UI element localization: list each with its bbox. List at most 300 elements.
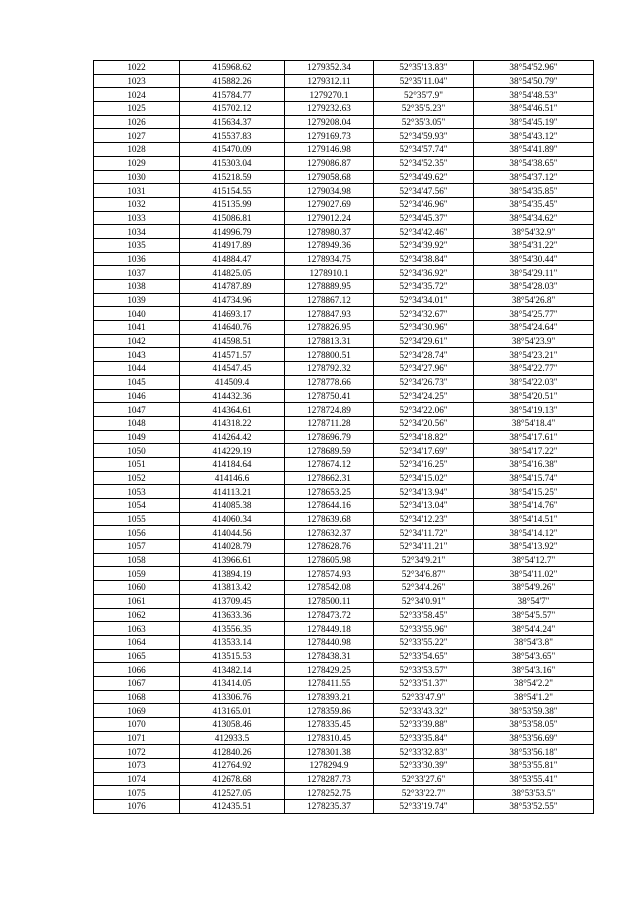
y-coordinate-cell: 1278792.32 xyxy=(285,362,374,376)
table-row xyxy=(94,731,594,745)
y-coordinate-cell: 1278473.72 xyxy=(285,608,374,622)
y-coordinate-cell: 1278393.21 xyxy=(285,690,374,704)
latitude-cell: 52°34'13.94" xyxy=(374,485,474,499)
point-number-cell: 1035 xyxy=(94,238,180,252)
latitude-cell: 52°34'30.96" xyxy=(374,321,474,335)
table-row xyxy=(94,772,594,786)
y-coordinate-cell: 1278310.45 xyxy=(285,731,374,745)
x-coordinate-cell: 414146.6 xyxy=(180,471,285,485)
y-coordinate-cell: 1279169.73 xyxy=(285,129,374,143)
longitude-cell: 38°54'15.74" xyxy=(474,471,594,485)
latitude-cell: 52°34'22.06" xyxy=(374,403,474,417)
table-row xyxy=(94,252,594,266)
point-number-cell: 1031 xyxy=(94,184,180,198)
x-coordinate-cell: 413058.46 xyxy=(180,718,285,732)
longitude-cell: 38°54'25.77" xyxy=(474,307,594,321)
longitude-cell: 38°53'53.5" xyxy=(474,786,594,800)
point-number-cell: 1047 xyxy=(94,403,180,417)
table-row xyxy=(94,649,594,663)
point-number-cell: 1056 xyxy=(94,526,180,540)
y-coordinate-cell: 1278632.37 xyxy=(285,526,374,540)
x-coordinate-cell: 414229.19 xyxy=(180,444,285,458)
x-coordinate-cell: 413709.45 xyxy=(180,594,285,608)
y-coordinate-cell: 1278301.38 xyxy=(285,745,374,759)
longitude-cell: 38°54'4.24" xyxy=(474,622,594,636)
latitude-cell: 52°33'39.88" xyxy=(374,718,474,732)
longitude-cell: 38°54'32.9" xyxy=(474,225,594,239)
y-coordinate-cell: 1278294.9 xyxy=(285,759,374,773)
x-coordinate-cell: 412933.5 xyxy=(180,731,285,745)
table-row xyxy=(94,321,594,335)
latitude-cell: 52°34'15.02" xyxy=(374,471,474,485)
x-coordinate-cell: 415634.37 xyxy=(180,115,285,129)
latitude-cell: 52°34'45.37" xyxy=(374,211,474,225)
latitude-cell: 52°34'32.67" xyxy=(374,307,474,321)
latitude-cell: 52°33'32.83" xyxy=(374,745,474,759)
latitude-cell: 52°34'34.01" xyxy=(374,293,474,307)
latitude-cell: 52°34'57.74" xyxy=(374,143,474,157)
longitude-cell: 38°54'38.65" xyxy=(474,156,594,170)
longitude-cell: 38°54'34.62" xyxy=(474,211,594,225)
y-coordinate-cell: 1278335.45 xyxy=(285,718,374,732)
longitude-cell: 38°53'55.81" xyxy=(474,759,594,773)
y-coordinate-cell: 1278359.86 xyxy=(285,704,374,718)
table-row xyxy=(94,403,594,417)
x-coordinate-cell: 414884.47 xyxy=(180,252,285,266)
coordinates-table xyxy=(93,60,594,814)
latitude-cell: 52°33'51.37" xyxy=(374,676,474,690)
longitude-cell: 38°54'14.12" xyxy=(474,526,594,540)
table-row xyxy=(94,499,594,513)
longitude-cell: 38°54'48.53" xyxy=(474,88,594,102)
table-row xyxy=(94,663,594,677)
table-row xyxy=(94,156,594,170)
x-coordinate-cell: 414787.89 xyxy=(180,280,285,294)
point-number-cell: 1022 xyxy=(94,61,180,75)
longitude-cell: 38°54'14.51" xyxy=(474,512,594,526)
longitude-cell: 38°54'41.89" xyxy=(474,143,594,157)
y-coordinate-cell: 1278500.11 xyxy=(285,594,374,608)
table-row xyxy=(94,690,594,704)
latitude-cell: 52°34'24.25" xyxy=(374,389,474,403)
latitude-cell: 52°34'38.84" xyxy=(374,252,474,266)
latitude-cell: 52°34'49.62" xyxy=(374,170,474,184)
point-number-cell: 1052 xyxy=(94,471,180,485)
x-coordinate-cell: 413306.76 xyxy=(180,690,285,704)
y-coordinate-cell: 1279270.1 xyxy=(285,88,374,102)
y-coordinate-cell: 1279208.04 xyxy=(285,115,374,129)
y-coordinate-cell: 1279034.98 xyxy=(285,184,374,198)
table-row xyxy=(94,540,594,554)
latitude-cell: 52°33'30.39" xyxy=(374,759,474,773)
table-row xyxy=(94,170,594,184)
y-coordinate-cell: 1278429.25 xyxy=(285,663,374,677)
x-coordinate-cell: 415882.26 xyxy=(180,74,285,88)
x-coordinate-cell: 413165.01 xyxy=(180,704,285,718)
point-number-cell: 1072 xyxy=(94,745,180,759)
table-row xyxy=(94,745,594,759)
point-number-cell: 1048 xyxy=(94,416,180,430)
table-row xyxy=(94,430,594,444)
point-number-cell: 1042 xyxy=(94,334,180,348)
longitude-cell: 38°54'46.51" xyxy=(474,102,594,116)
x-coordinate-cell: 415470.09 xyxy=(180,143,285,157)
longitude-cell: 38°54'26.8" xyxy=(474,293,594,307)
table-row xyxy=(94,280,594,294)
latitude-cell: 52°34'6.87" xyxy=(374,567,474,581)
y-coordinate-cell: 1278724.89 xyxy=(285,403,374,417)
latitude-cell: 52°34'20.56" xyxy=(374,416,474,430)
longitude-cell: 38°54'17.61" xyxy=(474,430,594,444)
point-number-cell: 1040 xyxy=(94,307,180,321)
y-coordinate-cell: 1278440.98 xyxy=(285,635,374,649)
longitude-cell: 38°54'35.45" xyxy=(474,197,594,211)
longitude-cell: 38°54'22.77" xyxy=(474,362,594,376)
latitude-cell: 52°34'46.96" xyxy=(374,197,474,211)
latitude-cell: 52°34'16.25" xyxy=(374,457,474,471)
latitude-cell: 52°34'47.56" xyxy=(374,184,474,198)
longitude-cell: 38°54'24.64" xyxy=(474,321,594,335)
longitude-cell: 38°54'1.2" xyxy=(474,690,594,704)
longitude-cell: 38°54'15.25" xyxy=(474,485,594,499)
latitude-cell: 52°35'11.04" xyxy=(374,74,474,88)
latitude-cell: 52°33'35.84" xyxy=(374,731,474,745)
y-coordinate-cell: 1278889.95 xyxy=(285,280,374,294)
y-coordinate-cell: 1278287.73 xyxy=(285,772,374,786)
x-coordinate-cell: 414571.57 xyxy=(180,348,285,362)
y-coordinate-cell: 1278674.12 xyxy=(285,457,374,471)
table-row xyxy=(94,512,594,526)
longitude-cell: 38°54'3.8" xyxy=(474,635,594,649)
x-coordinate-cell: 414640.76 xyxy=(180,321,285,335)
y-coordinate-cell: 1278778.66 xyxy=(285,375,374,389)
table-row xyxy=(94,444,594,458)
y-coordinate-cell: 1278644.16 xyxy=(285,499,374,513)
longitude-cell: 38°54'45.19" xyxy=(474,115,594,129)
point-number-cell: 1043 xyxy=(94,348,180,362)
longitude-cell: 38°54'35.85" xyxy=(474,184,594,198)
point-number-cell: 1034 xyxy=(94,225,180,239)
y-coordinate-cell: 1278411.55 xyxy=(285,676,374,690)
x-coordinate-cell: 415968.62 xyxy=(180,61,285,75)
point-number-cell: 1067 xyxy=(94,676,180,690)
y-coordinate-cell: 1278449.18 xyxy=(285,622,374,636)
longitude-cell: 38°54'28.03" xyxy=(474,280,594,294)
table-row xyxy=(94,759,594,773)
y-coordinate-cell: 1279232.63 xyxy=(285,102,374,116)
longitude-cell: 38°54'7" xyxy=(474,594,594,608)
latitude-cell: 52°34'29.61" xyxy=(374,334,474,348)
x-coordinate-cell: 412764.92 xyxy=(180,759,285,773)
point-number-cell: 1037 xyxy=(94,266,180,280)
point-number-cell: 1069 xyxy=(94,704,180,718)
table-row xyxy=(94,184,594,198)
longitude-cell: 38°53'58.05" xyxy=(474,718,594,732)
x-coordinate-cell: 414509.4 xyxy=(180,375,285,389)
longitude-cell: 38°54'16.38" xyxy=(474,457,594,471)
point-number-cell: 1030 xyxy=(94,170,180,184)
longitude-cell: 38°53'52.55" xyxy=(474,800,594,814)
latitude-cell: 52°33'55.96" xyxy=(374,622,474,636)
y-coordinate-cell: 1278949.36 xyxy=(285,238,374,252)
table-row xyxy=(94,197,594,211)
point-number-cell: 1060 xyxy=(94,581,180,595)
point-number-cell: 1073 xyxy=(94,759,180,773)
table-row xyxy=(94,293,594,307)
longitude-cell: 38°54'3.65" xyxy=(474,649,594,663)
longitude-cell: 38°54'23.9" xyxy=(474,334,594,348)
table-row xyxy=(94,238,594,252)
point-number-cell: 1058 xyxy=(94,553,180,567)
table-row xyxy=(94,704,594,718)
x-coordinate-cell: 414318.22 xyxy=(180,416,285,430)
point-number-cell: 1049 xyxy=(94,430,180,444)
latitude-cell: 52°34'17.69" xyxy=(374,444,474,458)
x-coordinate-cell: 412435.51 xyxy=(180,800,285,814)
x-coordinate-cell: 414044.56 xyxy=(180,526,285,540)
x-coordinate-cell: 415702.12 xyxy=(180,102,285,116)
table-row xyxy=(94,457,594,471)
x-coordinate-cell: 414693.17 xyxy=(180,307,285,321)
x-coordinate-cell: 413533.14 xyxy=(180,635,285,649)
point-number-cell: 1068 xyxy=(94,690,180,704)
point-number-cell: 1044 xyxy=(94,362,180,376)
table-row xyxy=(94,526,594,540)
y-coordinate-cell: 1278438.31 xyxy=(285,649,374,663)
x-coordinate-cell: 413633.36 xyxy=(180,608,285,622)
x-coordinate-cell: 414917.89 xyxy=(180,238,285,252)
latitude-cell: 52°35'13.83" xyxy=(374,61,474,75)
table-row xyxy=(94,88,594,102)
table-row xyxy=(94,61,594,75)
x-coordinate-cell: 414113.21 xyxy=(180,485,285,499)
y-coordinate-cell: 1279027.69 xyxy=(285,197,374,211)
y-coordinate-cell: 1278847.93 xyxy=(285,307,374,321)
longitude-cell: 38°53'56.18" xyxy=(474,745,594,759)
y-coordinate-cell: 1278867.12 xyxy=(285,293,374,307)
table-row xyxy=(94,307,594,321)
table-row xyxy=(94,485,594,499)
longitude-cell: 38°54'19.13" xyxy=(474,403,594,417)
point-number-cell: 1063 xyxy=(94,622,180,636)
point-number-cell: 1057 xyxy=(94,540,180,554)
latitude-cell: 52°34'35.72" xyxy=(374,280,474,294)
table-row xyxy=(94,786,594,800)
table-row xyxy=(94,348,594,362)
point-number-cell: 1033 xyxy=(94,211,180,225)
latitude-cell: 52°34'36.92" xyxy=(374,266,474,280)
y-coordinate-cell: 1279312.11 xyxy=(285,74,374,88)
y-coordinate-cell: 1278235.37 xyxy=(285,800,374,814)
x-coordinate-cell: 413414.05 xyxy=(180,676,285,690)
y-coordinate-cell: 1278662.31 xyxy=(285,471,374,485)
y-coordinate-cell: 1278910.1 xyxy=(285,266,374,280)
latitude-cell: 52°34'11.72" xyxy=(374,526,474,540)
table-row xyxy=(94,553,594,567)
x-coordinate-cell: 415218.59 xyxy=(180,170,285,184)
point-number-cell: 1029 xyxy=(94,156,180,170)
x-coordinate-cell: 415303.04 xyxy=(180,156,285,170)
latitude-cell: 52°33'54.65" xyxy=(374,649,474,663)
latitude-cell: 52°33'58.45" xyxy=(374,608,474,622)
y-coordinate-cell: 1278934.75 xyxy=(285,252,374,266)
point-number-cell: 1054 xyxy=(94,499,180,513)
table-row xyxy=(94,102,594,116)
latitude-cell: 52°34'11.21" xyxy=(374,540,474,554)
x-coordinate-cell: 414734.96 xyxy=(180,293,285,307)
table-row xyxy=(94,143,594,157)
point-number-cell: 1039 xyxy=(94,293,180,307)
point-number-cell: 1064 xyxy=(94,635,180,649)
point-number-cell: 1036 xyxy=(94,252,180,266)
point-number-cell: 1025 xyxy=(94,102,180,116)
latitude-cell: 52°34'13.04" xyxy=(374,499,474,513)
point-number-cell: 1027 xyxy=(94,129,180,143)
y-coordinate-cell: 1278813.31 xyxy=(285,334,374,348)
point-number-cell: 1059 xyxy=(94,567,180,581)
point-number-cell: 1061 xyxy=(94,594,180,608)
y-coordinate-cell: 1278628.76 xyxy=(285,540,374,554)
x-coordinate-cell: 414364.61 xyxy=(180,403,285,417)
x-coordinate-cell: 414432.36 xyxy=(180,389,285,403)
x-coordinate-cell: 414028.79 xyxy=(180,540,285,554)
latitude-cell: 52°33'55.22" xyxy=(374,635,474,649)
latitude-cell: 52°34'9.21" xyxy=(374,553,474,567)
y-coordinate-cell: 1278605.98 xyxy=(285,553,374,567)
table-row xyxy=(94,416,594,430)
latitude-cell: 52°35'3.05" xyxy=(374,115,474,129)
longitude-cell: 38°54'12.7" xyxy=(474,553,594,567)
point-number-cell: 1041 xyxy=(94,321,180,335)
point-number-cell: 1074 xyxy=(94,772,180,786)
longitude-cell: 38°54'30.44" xyxy=(474,252,594,266)
longitude-cell: 38°54'20.51" xyxy=(474,389,594,403)
latitude-cell: 52°34'4.26" xyxy=(374,581,474,595)
table-row xyxy=(94,225,594,239)
point-number-cell: 1032 xyxy=(94,197,180,211)
y-coordinate-cell: 1278689.59 xyxy=(285,444,374,458)
y-coordinate-cell: 1278696.79 xyxy=(285,430,374,444)
latitude-cell: 52°35'7.9" xyxy=(374,88,474,102)
latitude-cell: 52°33'22.7" xyxy=(374,786,474,800)
longitude-cell: 38°54'5.57" xyxy=(474,608,594,622)
table-row xyxy=(94,581,594,595)
table-row xyxy=(94,718,594,732)
table-row xyxy=(94,334,594,348)
latitude-cell: 52°33'19.74" xyxy=(374,800,474,814)
longitude-cell: 38°54'9.26" xyxy=(474,581,594,595)
point-number-cell: 1076 xyxy=(94,800,180,814)
longitude-cell: 38°54'18.4" xyxy=(474,416,594,430)
point-number-cell: 1026 xyxy=(94,115,180,129)
x-coordinate-cell: 413813.42 xyxy=(180,581,285,595)
x-coordinate-cell: 412840.26 xyxy=(180,745,285,759)
y-coordinate-cell: 1278542.08 xyxy=(285,581,374,595)
latitude-cell: 52°33'27.6" xyxy=(374,772,474,786)
x-coordinate-cell: 415135.99 xyxy=(180,197,285,211)
longitude-cell: 38°54'52.96" xyxy=(474,61,594,75)
latitude-cell: 52°34'27.96" xyxy=(374,362,474,376)
point-number-cell: 1045 xyxy=(94,375,180,389)
table-row xyxy=(94,211,594,225)
table-row xyxy=(94,676,594,690)
longitude-cell: 38°54'17.22" xyxy=(474,444,594,458)
table-row xyxy=(94,375,594,389)
point-number-cell: 1070 xyxy=(94,718,180,732)
latitude-cell: 52°34'18.82" xyxy=(374,430,474,444)
point-number-cell: 1065 xyxy=(94,649,180,663)
x-coordinate-cell: 412678.68 xyxy=(180,772,285,786)
y-coordinate-cell: 1278574.93 xyxy=(285,567,374,581)
longitude-cell: 38°54'29.11" xyxy=(474,266,594,280)
longitude-cell: 38°54'43.12" xyxy=(474,129,594,143)
y-coordinate-cell: 1279146.98 xyxy=(285,143,374,157)
point-number-cell: 1024 xyxy=(94,88,180,102)
point-number-cell: 1023 xyxy=(94,74,180,88)
x-coordinate-cell: 413515.53 xyxy=(180,649,285,663)
table-row xyxy=(94,635,594,649)
latitude-cell: 52°34'59.93" xyxy=(374,129,474,143)
longitude-cell: 38°54'37.12" xyxy=(474,170,594,184)
latitude-cell: 52°33'47.9" xyxy=(374,690,474,704)
longitude-cell: 38°54'23.21" xyxy=(474,348,594,362)
latitude-cell: 52°33'43.32" xyxy=(374,704,474,718)
point-number-cell: 1053 xyxy=(94,485,180,499)
x-coordinate-cell: 414085.38 xyxy=(180,499,285,513)
table-row xyxy=(94,622,594,636)
x-coordinate-cell: 413482.14 xyxy=(180,663,285,677)
table-row xyxy=(94,362,594,376)
y-coordinate-cell: 1279352.34 xyxy=(285,61,374,75)
table-row xyxy=(94,115,594,129)
point-number-cell: 1051 xyxy=(94,457,180,471)
x-coordinate-cell: 412527.05 xyxy=(180,786,285,800)
table-row xyxy=(94,129,594,143)
point-number-cell: 1050 xyxy=(94,444,180,458)
latitude-cell: 52°34'39.92" xyxy=(374,238,474,252)
latitude-cell: 52°34'0.91" xyxy=(374,594,474,608)
y-coordinate-cell: 1278980.37 xyxy=(285,225,374,239)
y-coordinate-cell: 1279058.68 xyxy=(285,170,374,184)
longitude-cell: 38°53'55.41" xyxy=(474,772,594,786)
x-coordinate-cell: 415154.55 xyxy=(180,184,285,198)
table-row xyxy=(94,594,594,608)
longitude-cell: 38°54'2.2" xyxy=(474,676,594,690)
latitude-cell: 52°34'52.35" xyxy=(374,156,474,170)
table-row xyxy=(94,800,594,814)
point-number-cell: 1046 xyxy=(94,389,180,403)
table-row xyxy=(94,74,594,88)
x-coordinate-cell: 413966.61 xyxy=(180,553,285,567)
longitude-cell: 38°54'13.92" xyxy=(474,540,594,554)
point-number-cell: 1055 xyxy=(94,512,180,526)
y-coordinate-cell: 1279086.87 xyxy=(285,156,374,170)
latitude-cell: 52°34'12.23" xyxy=(374,512,474,526)
point-number-cell: 1062 xyxy=(94,608,180,622)
point-number-cell: 1028 xyxy=(94,143,180,157)
x-coordinate-cell: 414547.45 xyxy=(180,362,285,376)
latitude-cell: 52°35'5.23" xyxy=(374,102,474,116)
y-coordinate-cell: 1278800.51 xyxy=(285,348,374,362)
y-coordinate-cell: 1279012.24 xyxy=(285,211,374,225)
longitude-cell: 38°54'3.16" xyxy=(474,663,594,677)
longitude-cell: 38°54'31.22" xyxy=(474,238,594,252)
x-coordinate-cell: 414184.64 xyxy=(180,457,285,471)
longitude-cell: 38°54'22.03" xyxy=(474,375,594,389)
x-coordinate-cell: 414060.34 xyxy=(180,512,285,526)
point-number-cell: 1071 xyxy=(94,731,180,745)
table-row xyxy=(94,567,594,581)
